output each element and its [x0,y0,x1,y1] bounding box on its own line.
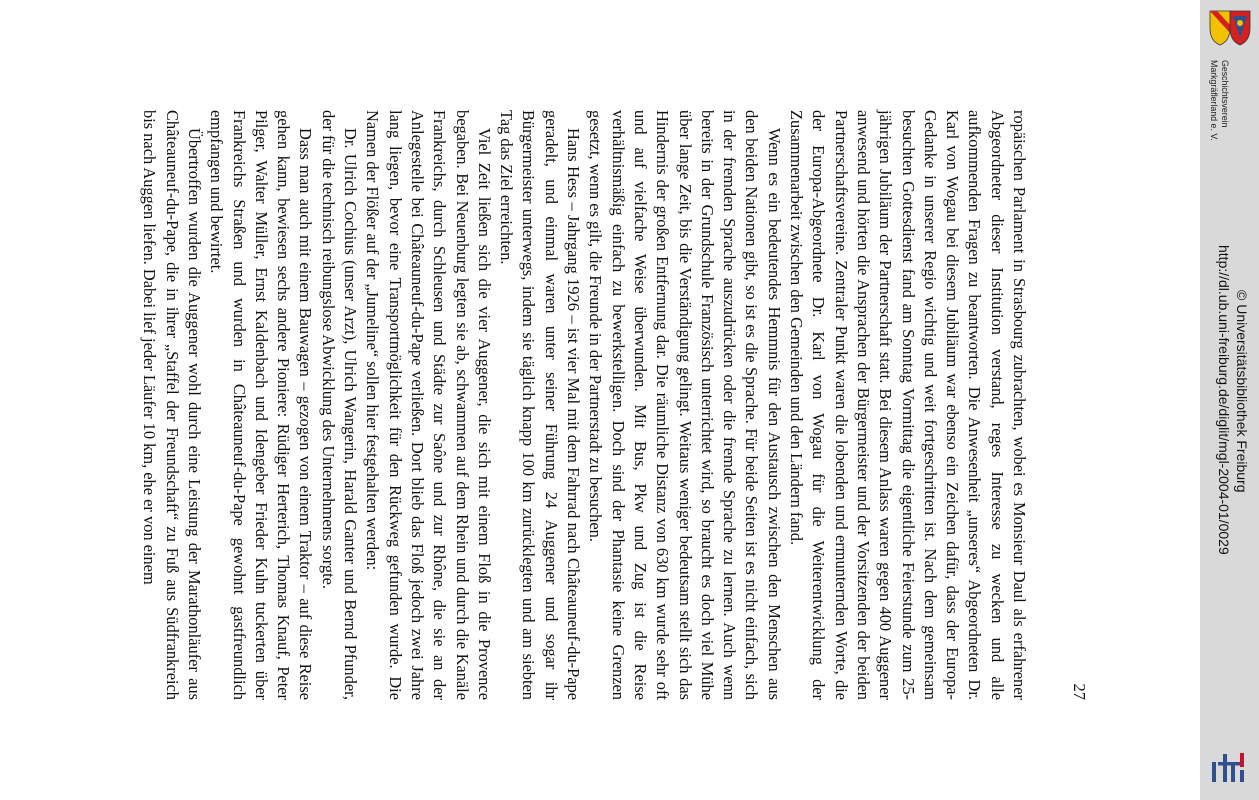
paragraph: Übertroffen wurden die Auggener wohl durch eine Leistung der Marathonläufer aus Châteauneuf-du-Pape, die in ihrer „Staffel der Freundschaft“ zu Fuß aus Südfrankreich bis nach Auggen liefen. Dabei lief jeder Läufer 10 km, ehe er von einem [140,110,205,700]
paragraph: ropäischen Parlament in Strasbourg zubrachten, wobei es Monsieur Daul als erfahrener Abgeordneter dieser Institution verstand, reges Interesse zu wecken und alle aufkommenden Fragen zu beantworten. Die Anwesenheit „unseres“ Abgeordneten Dr. Karl von Wogau bei diesem Jubiläum war ebenso ein Zeichen dafür, dass der Europa-Gedanke in unserer Regio wichtig und weit fortgeschritten ist. Nach dem gemeinsam besuchten Gottesdienst fand am Sonntag Vormittag die eigentliche Feierstunde zum 25-jährigen Jubiläum der Partnerschaft statt. Bei diesem Anlass waren gegen 400 Auggener anwesend und hörten die Ansprachen der Bürgermeister und der Vorsitzenden der beiden Partnerschaftsvereine. Zentraler Punkt waren die lobenden und ermunternden Worte, die der Europa-Abgeordnete Dr. Karl von Wogau für die Weiterentwicklung der Zusammenarbeit zwischen den Gemeinden und den Ländern fand. [787,110,1029,700]
rotated-page-content [110,110,1090,700]
paragraph: Dass man auch mit einem Bauwagen – gezogen von einem Traktor – auf diese Reise gehen kann, bewiesen sechs andere Pioniere: Rüdiger Herterich, Thomas Knauf, Peter Pilger, Walter Müller, Ernst Kaldenbach und Idengeber Frieder Kuhn tuckerten über Frankreichs Straßen und wurden in Châteauneuf-du-Pape gewohnt gastfreundlich empfangen und bewirtet. [207,110,316,700]
paragraph: Dr. Ulrich Cochius (unser Arzt), Ulrich Wangerin, Harald Ganter und Bernd Pfunder, der für die technisch reibungslose Abwicklung des Unternehmens sorgte. [318,110,361,700]
body-text [138,110,1030,700]
source-url-link[interactable]: http://dl.ub.uni-freiburg.de/diglit/mgl-2004-01/0029 [1216,245,1232,555]
paragraph: Hans Hess – Jahrgang 1926 – ist vier Mal mit dem Fahrrad nach Châteauneuf-du-Pape geradelt, und einmal waren unter seiner Führung 24 Auggener und sogar ihr Bürgermeister unterwegs, indem sie täglich knapp 100 km zurücklegten und am siebten Tag das Ziel erreichten. [497,110,584,700]
society-name [1209,60,1230,160]
university-library-logo-icon[interactable] [1210,748,1252,786]
paragraph: Wenn es ein bedeutendes Hemmnis für den Austausch zwischen den Menschen aus den beiden Nationen gibt, so ist es die Sprache. Für beide Seiten ist es nicht einfach, sich in der fremden Sprache auszudrücken oder die fremde Sprache zu lernen. Auch wenn bereits in der Grundschule Französisch unterrichtet wird, so braucht es doch viel Mühe über lange Zeit, bis die Verständigung gelingt. Weitaus weniger bedeutsam stellt sich das Hindernis der großen Entfernung dar. Die räumliche Distanz von 630 km wurde sehr oft und auf vielfache Weise überwunden. Mit Bus, Pkw und Zug ist die Reise verhältnismäßig einfach zu bewerkstelligen. Doch sind der Phantasie keine Grenzen gesetzt, wenn es gilt, die Freunde in der Partnerstadt zu besuchen. [586,110,784,700]
paragraph: Viel Zeit ließen sich die vier Auggener, die sich mit einem Floß in die Provence begaben. Bei Neuenburg legten sie ab, schwammen auf dem Rhein und durch die Kanäle Frankreichs, durch Schleusen und Städte zur Saône und zur Rhône, die sie an der Anlegestelle bei Châteauneuf-du-Pape verließen. Dort blieb das Floß jedoch zwei Jahre lang liegen, bevor eine Transportmöglichkeit für den Rückweg gefunden wurde. Die Namen der Flößer auf der „Jumeline“ sollen hier festgehalten werden: [363,110,494,700]
society-line-1: Geschichtsverein [1220,60,1230,128]
coat-of-arms-icon [1207,8,1253,48]
society-line-2: Markgräflerland e. V. [1209,60,1220,141]
copyright-notice: © Universitätsbibliothek Freiburg [1234,290,1250,493]
page-number: 27 [1070,683,1089,700]
